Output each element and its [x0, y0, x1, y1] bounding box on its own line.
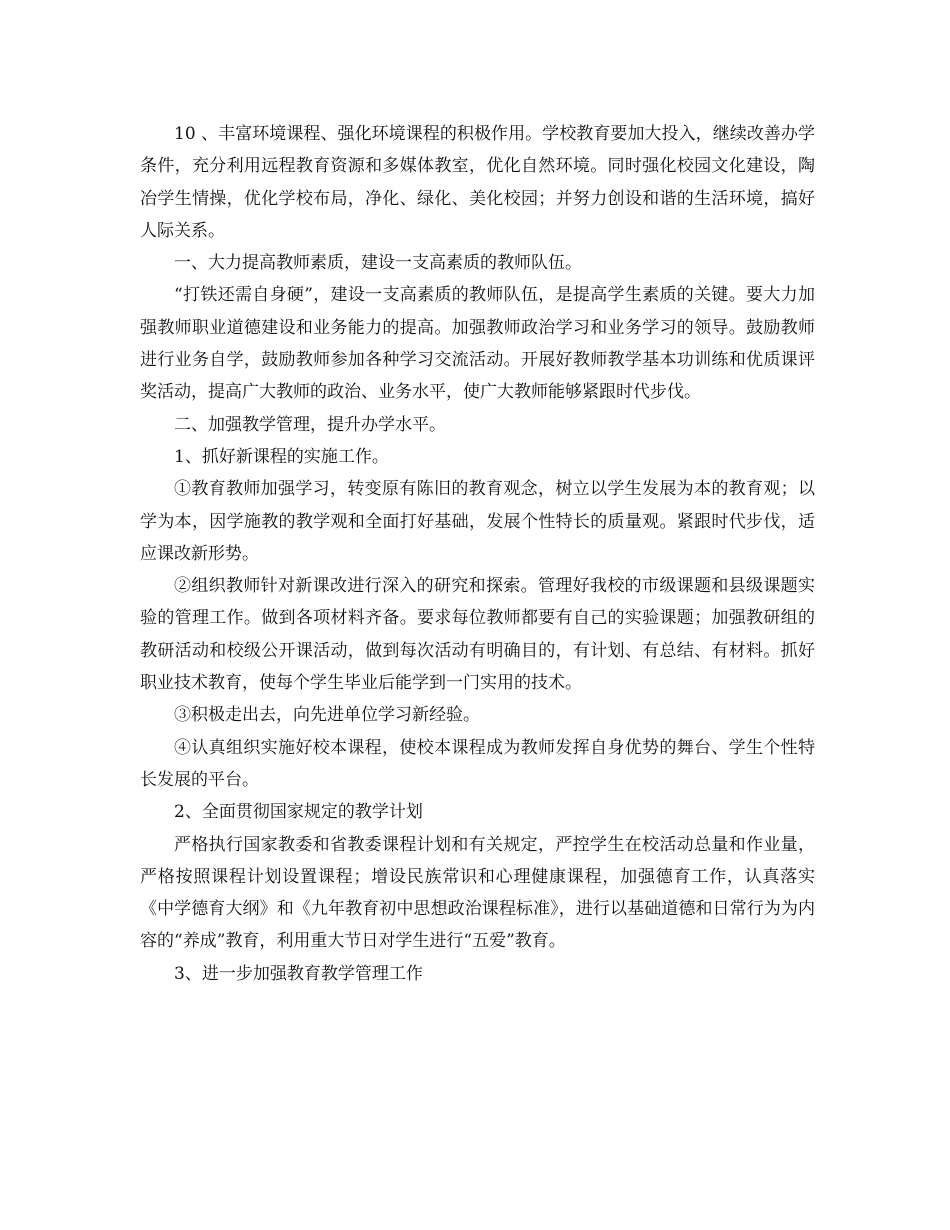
paragraph-teacher-team: “打铁还需自身硬”，建设一支高素质的教师队伍，是提高学生素质的关键。要大力加强教师职业道德建设和业务能力的提高。加强教师政治学习和业务学习的领导。鼓励教师进行业务自学，鼓励教师参加各种学习交流活动。开展好教师教学基本功训练和优质课评奖活动，提高广大教师的政治、业务水平，使广大教师能够紧跟时代步伐。 — [140, 285, 815, 403]
document-page — [140, 118, 815, 990]
item-3-learn-experience: ③积极走出去，向先进单位学习新经验。 — [174, 705, 480, 726]
heading-teacher-quality: 一、大力提高教师素质，建设一支高素质的教师队伍。 — [174, 253, 582, 274]
subheading-teaching-plan: 2、全面贯彻国家规定的教学计划 — [174, 802, 423, 823]
subheading-management-work: 3、进一步加强教育教学管理工作 — [174, 963, 423, 984]
paragraph-teaching-plan: 严格执行国家教委和省教委课程计划和有关规定，严控学生在校活动总量和作业量，严格按照课程计划设置课程；增设民族常识和心理健康课程，加强德育工作，认真落实《中学德育大纲》和《九年教育初中思想政治课程标准》，进行以基础道德和日常行为为内容的“养成”教育，利用重大节日对学生进行“五爱”教育。 — [140, 834, 815, 952]
subheading-new-curriculum: 1、抓好新课程的实施工作。 — [174, 446, 389, 467]
item-2-curriculum-research: ②组织教师针对新课改进行深入的研究和探索。管理好我校的市级课题和县级课题实验的管理工作。做到各项材料齐备。要求每位教师都要有自己的实验课题；加强教研组的教研活动和校级公开课活动，做到每次活动有明确目的，有计划、有总结、有材料。抓好职业技术教育，使每个学生毕业后能学到一门实用的技术。 — [140, 576, 815, 694]
item-1-education-concepts: ①教育教师加强学习，转变原有陈旧的教育观念，树立以学生发展为本的教育观；以学为本，因学施教的教学观和全面打好基础，发展个性特长的质量观。紧跟时代步伐，适应课改新形势。 — [140, 479, 815, 564]
paragraph-environment-curriculum: 10 、丰富环境课程、强化环境课程的积极作用。学校教育要加大投入，继续改善办学条件，充分利用远程教育资源和多媒体教室，优化自然环境。同时强化校园文化建设，陶冶学生情操，优化学校布局，净化、绿化、美化校园；并努力创设和谐的生活环境，搞好人际关系。 — [140, 124, 815, 241]
heading-teaching-management: 二、加强教学管理，提升办学水平。 — [174, 414, 446, 435]
item-4-school-curriculum: ④认真组织实施好校本课程，使校本课程成为教师发挥自身优势的舞台、学生个性特长发展的平台。 — [140, 737, 815, 790]
